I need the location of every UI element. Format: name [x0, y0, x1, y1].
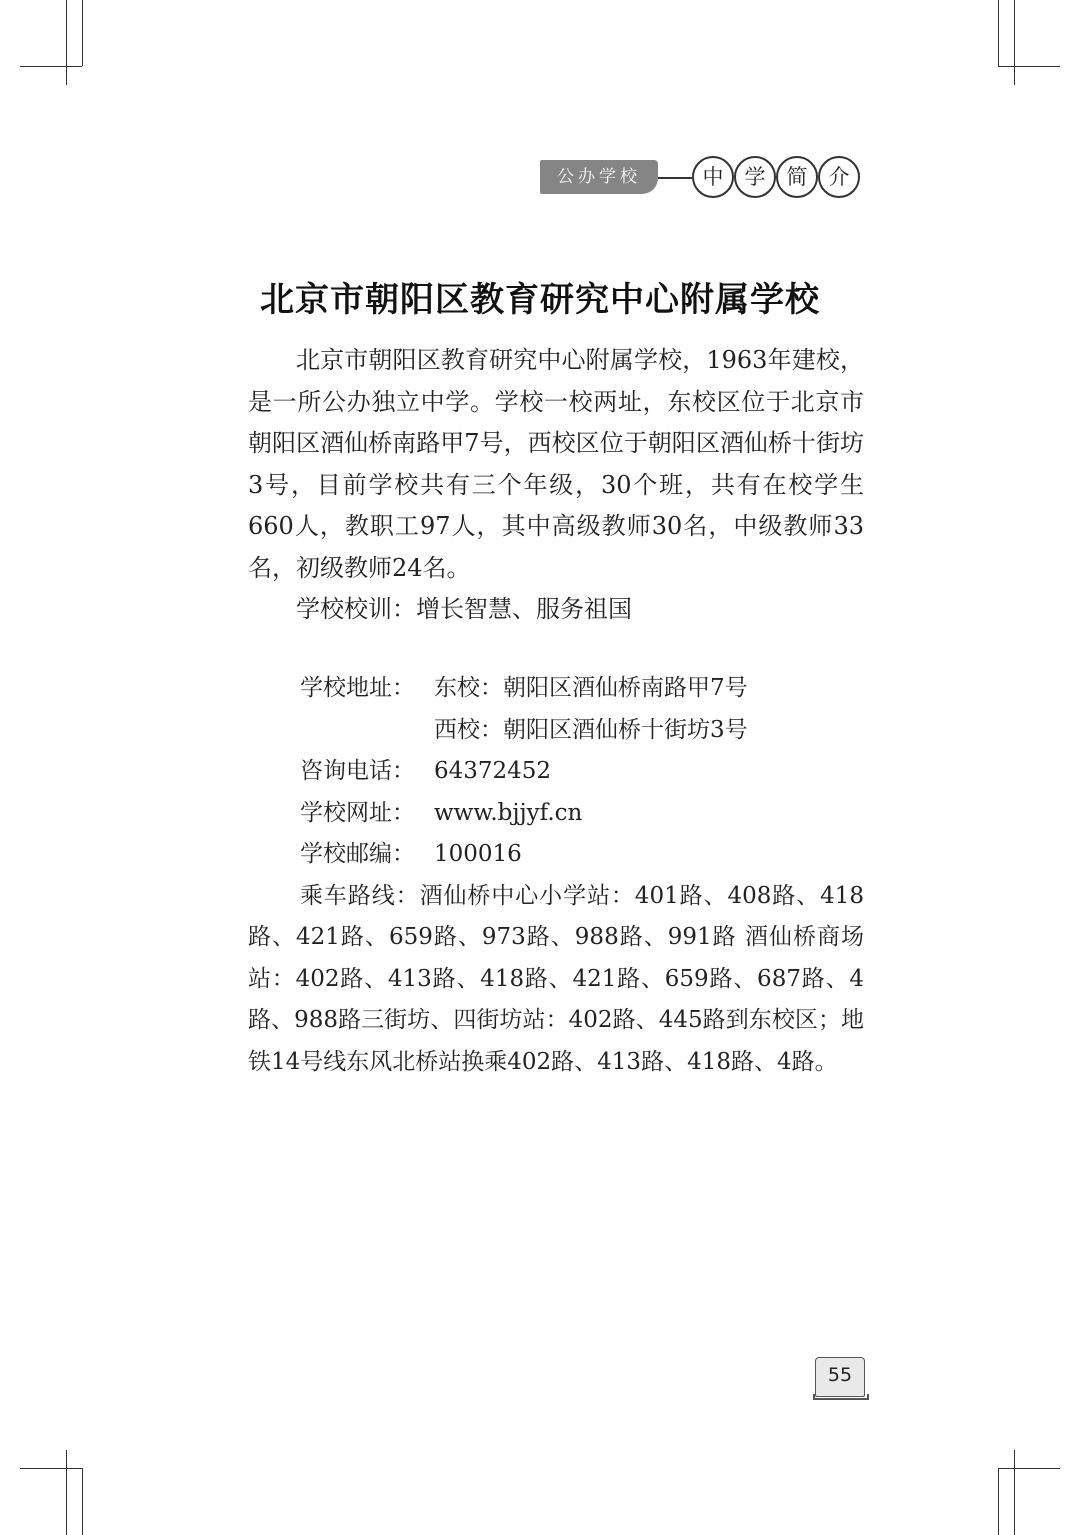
crop-mark-bottom-right-v	[998, 1468, 999, 1535]
crop-mark-bottom-left-v	[82, 1468, 83, 1535]
crop-mark-top-left-v	[82, 0, 83, 66]
website-label: 学校网址：	[300, 799, 415, 826]
motto-paragraph: 学校校训：增长智慧、服务祖国	[296, 595, 632, 623]
body-text	[248, 340, 864, 631]
website-value: www.bjjyf.cn	[434, 799, 583, 826]
crop-mark-top-right-v2	[1014, 0, 1015, 85]
page-title: 北京市朝阳区教育研究中心附属学校	[260, 280, 820, 320]
transit-value: 酒仙桥中心小学站：401路、408路、418路、421路、659路、973路、988路、991路 酒仙桥商场站：402路、413路、418路、421路、659路、687路、4路、988路三街坊、四街坊站：402路、445路到东校区；地铁14号线东风北桥站换乘402路、413路、418路、4路。	[248, 882, 865, 1075]
header-connector-line	[658, 177, 692, 179]
address-row	[248, 668, 864, 710]
postcode-row	[248, 834, 864, 876]
header-section-char: 简	[776, 156, 818, 198]
address-row-west	[248, 710, 864, 752]
crop-mark-bottom-left-v2	[66, 1450, 67, 1535]
page-number-box	[815, 1357, 865, 1397]
phone-value: 64372452	[434, 758, 552, 784]
crop-mark-bottom-right-v2	[1014, 1450, 1015, 1535]
postcode-value: 100016	[434, 841, 522, 867]
phone-row	[248, 751, 864, 793]
address-label-spacer	[300, 710, 434, 752]
crop-mark-top-right-h	[998, 66, 1060, 67]
header-section-char: 中	[692, 156, 734, 198]
crop-mark-top-left-v2	[66, 0, 67, 85]
contact-info	[248, 668, 864, 1083]
crop-mark-bottom-right-h	[998, 1468, 1060, 1469]
transit-label: 乘车路线：	[300, 882, 420, 909]
address-west: 西校：朝阳区酒仙桥十街坊3号	[434, 716, 748, 743]
header-section-char: 介	[818, 156, 860, 198]
website-row	[248, 793, 864, 835]
address-east: 东校：朝阳区酒仙桥南路甲7号	[434, 675, 748, 701]
postcode-label: 学校邮编：	[300, 841, 415, 867]
transit-row	[248, 876, 864, 1084]
crop-mark-top-left-h	[20, 66, 82, 67]
phone-label: 咨询电话：	[300, 758, 415, 784]
page-number: 55	[827, 1364, 853, 1386]
crop-mark-bottom-left-h	[20, 1468, 82, 1469]
intro-paragraph: 北京市朝阳区教育研究中心附属学校，1963年建校，是一所公办独立中学。学校一校两址，东校区位于北京市朝阳区酒仙桥南路甲7号，西校区位于朝阳区酒仙桥十街坊3号，目前学校共有三个年级，30个班，共有在校学生660人，教职工97人，其中高级教师30名，中级教师33名，初级教师24名。	[248, 346, 864, 582]
crop-mark-top-right-v	[998, 0, 999, 66]
book-icon	[813, 1394, 869, 1400]
address-label: 学校地址：	[300, 675, 415, 701]
header-category-tag: 公办学校	[540, 160, 658, 194]
header-section-char: 学	[734, 156, 776, 198]
